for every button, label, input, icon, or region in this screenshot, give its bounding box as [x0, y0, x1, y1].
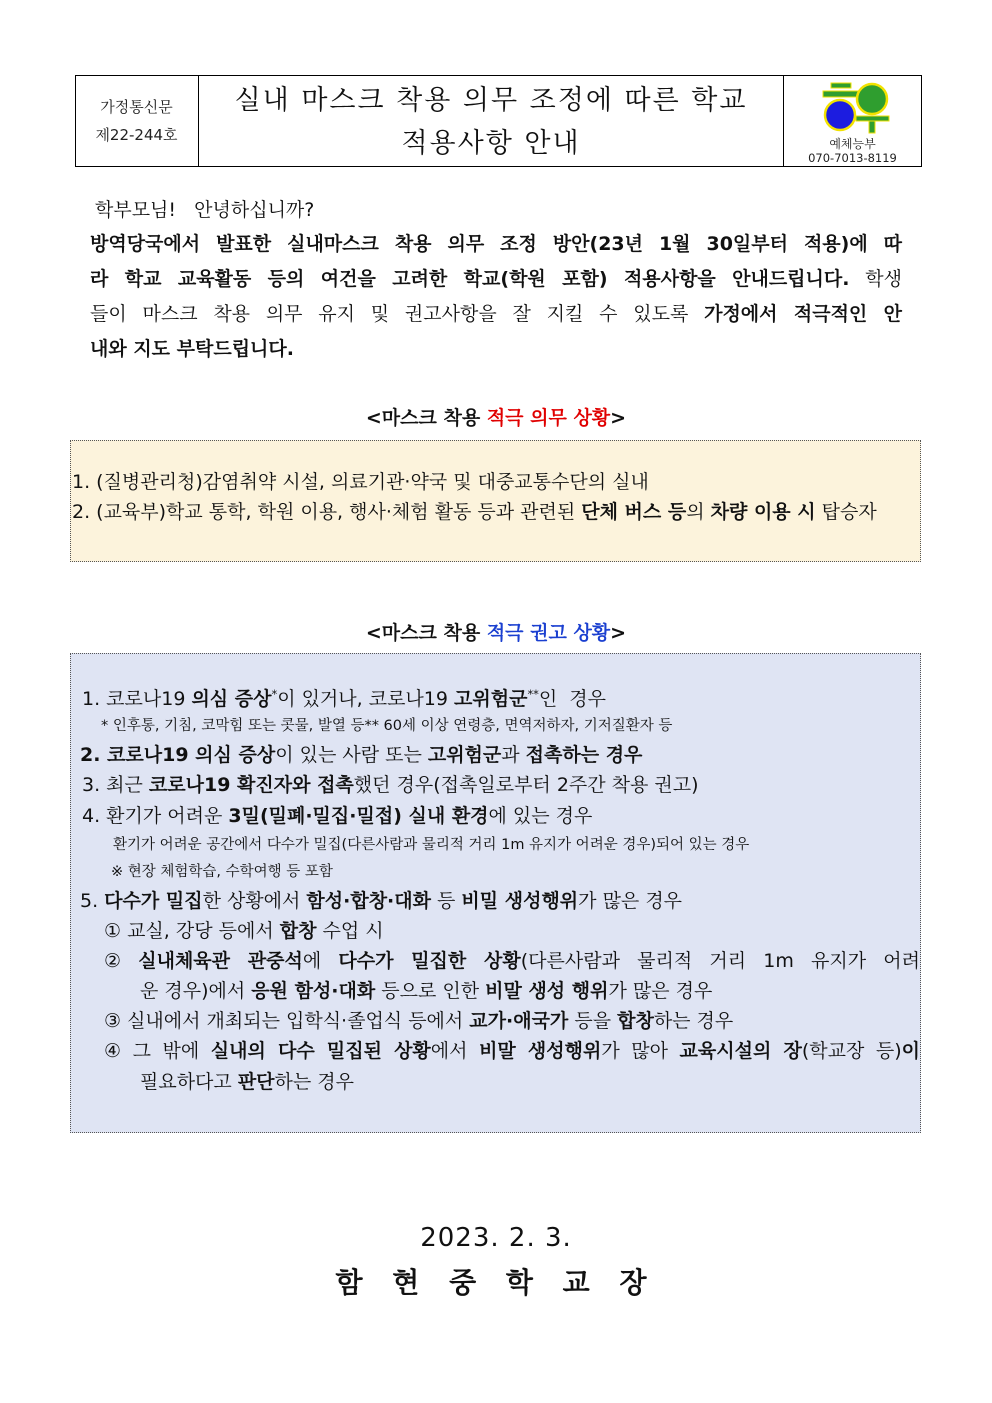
sub-list-item — [104, 946, 920, 976]
bold-text-segment: 실내의 다수 밀집된 상황 — [210, 1040, 431, 1062]
text-segment: 하는 경우 — [653, 1010, 734, 1032]
text-segment: (다른사람과 물리적 거리 1m 유지가 어려 — [520, 950, 920, 972]
text-segment: 수업 시 — [316, 920, 384, 942]
text-segment: 1. (질병관리청)감염취약 시설, 의료기관·약국 및 대중교통수단의 실내 — [72, 471, 649, 493]
bold-text-segment: 합창 — [279, 920, 317, 942]
bold-text-segment: 차량 이용 시 — [710, 501, 816, 523]
sub-list-item — [104, 1006, 854, 1036]
doc-number-label: 제22-244호 — [95, 126, 178, 144]
highlight-text-segment: 적극 의무 상황 — [486, 407, 611, 429]
list-item — [82, 801, 692, 831]
text-segment: ③ 실내에서 개최되는 입학식·졸업식 등에서 — [104, 1010, 470, 1032]
list-item — [72, 497, 918, 527]
bold-text-segment: 고위험군 — [427, 744, 502, 766]
intro-line — [90, 297, 902, 332]
bold-text-segment: 단체 버스 등 — [581, 501, 687, 523]
bold-text-segment: 2. 코로나19 의심 증상 — [80, 744, 276, 766]
greeting: 학부모님! 안녕하십니까? — [95, 199, 315, 221]
bold-text-segment: 비밀 생성행위 — [461, 890, 579, 912]
intro-line — [90, 227, 902, 262]
bold-text-segment: 코로나19 확진자와 접촉 — [148, 774, 354, 796]
list-item — [80, 886, 800, 916]
bold-text-segment: 비말 생성 행위 — [485, 980, 609, 1002]
header-table — [75, 75, 922, 167]
recommended-situations-box — [70, 653, 921, 1133]
highlight-text-segment: 적극 권고 상황 — [486, 622, 611, 644]
text-segment: (학교장 등) — [801, 1040, 902, 1062]
doc-info-cell — [76, 76, 199, 166]
bold-text-segment: 가정에서 적극적인 안 — [704, 303, 902, 325]
text-segment: 이 있는 사람 또는 — [275, 744, 428, 766]
text-segment: ④ 그 밖에 — [104, 1040, 211, 1062]
text-segment: ※ 현장 체험학습, 수학여행 등 포함 — [111, 864, 333, 880]
text-segment: 한 상황에서 — [202, 890, 307, 912]
bold-text-segment: 교육시설의 장 — [679, 1040, 802, 1062]
principal-signature: 함 현 중 학 교 장 — [335, 1266, 657, 1299]
sub-note — [111, 861, 411, 883]
bold-text-segment: <마스크 착용 — [365, 407, 487, 429]
text-segment: * — [271, 687, 278, 701]
text-segment: 하는 경우 — [274, 1071, 354, 1093]
text-segment: 3. 최근 — [82, 774, 149, 796]
bold-text-segment: 내와 지도 부탁드립니다. — [90, 338, 294, 360]
bold-text-segment: 3밀(밀폐·밀집·밀접) 실내 환경 — [228, 805, 489, 827]
school-logo-icon — [818, 82, 890, 134]
sub-list-item-continued — [140, 1067, 410, 1097]
bold-text-segment: 비말 생성행위 — [479, 1040, 602, 1062]
text-segment: 에 — [302, 950, 339, 972]
bold-text-segment: > — [610, 622, 627, 644]
bold-text-segment: 다수가 밀집한 상황 — [338, 950, 521, 972]
bold-text-segment: 판단 — [237, 1071, 275, 1093]
department-cell — [783, 76, 920, 166]
list-item — [82, 679, 692, 714]
text-segment: * 인후통, 기침, 코막힘 또는 콧물, 발열 등** 60세 이상 연령층, 면역저하자, 기저질환자 등 — [101, 718, 673, 734]
department-label: 예체능부 — [829, 137, 876, 151]
text-segment: 에서 — [430, 1040, 480, 1062]
text-segment: 등으로 인한 — [375, 980, 486, 1002]
text-segment: 등을 — [568, 1010, 618, 1032]
text-segment: 인 경우 — [538, 687, 606, 710]
text-segment: 가 많은 경우 — [578, 890, 683, 912]
bold-text-segment: 함성·합창·대화 — [306, 890, 431, 912]
bold-text-segment: > — [610, 407, 627, 429]
bold-text-segment: 응원 함성·대화 — [251, 980, 376, 1002]
bold-text-segment: 고위험군 — [454, 687, 528, 710]
sub-list-item — [104, 1036, 920, 1066]
text-segment: 가 많은 경우 — [608, 980, 713, 1002]
mandatory-section-heading — [0, 404, 992, 432]
text-segment: ② — [104, 950, 139, 972]
text-segment: ** — [527, 687, 539, 701]
sub-note — [113, 834, 873, 856]
recommended-section-heading — [0, 619, 992, 647]
text-segment: 1. 코로나19 — [82, 687, 192, 710]
text-segment: 2. (교육부)학교 통학, 학원 이용, 행사·체험 활동 등과 관련된 — [72, 501, 582, 523]
title-cell — [199, 76, 783, 166]
bold-text-segment: 실내체육관 관중석 — [138, 950, 303, 972]
page-title-line2: 적용사항 안내 — [401, 128, 581, 159]
bold-text-segment: 다수가 밀집 — [104, 890, 203, 912]
list-item — [82, 770, 782, 800]
text-segment: 5. — [80, 890, 105, 912]
mandatory-situations-box — [70, 440, 921, 562]
bold-text-segment: <마스크 착용 — [365, 622, 487, 644]
text-segment: ① 교실, 강당 등에서 — [104, 920, 280, 942]
sub-list-item — [104, 916, 474, 946]
footnote — [101, 715, 716, 737]
text-segment: 과 — [501, 744, 526, 766]
bold-text-segment: 라 학교 교육활동 등의 여건을 고려한 학교(학원 포함) 적용사항을 안내드립니다. — [90, 268, 850, 290]
text-segment: 이 있거나, 코로나19 — [277, 687, 455, 710]
text-segment: 학생 — [849, 268, 902, 290]
sub-list-item-continued — [140, 976, 830, 1006]
bold-text-segment: 합창 — [617, 1010, 654, 1032]
text-segment: 등 — [430, 890, 462, 912]
page-title-line1: 실내 마스크 착용 의무 조정에 따른 학교 — [234, 85, 748, 116]
text-segment: 들이 마스크 착용 의무 유지 및 권고사항을 잘 지킬 수 있도록 — [90, 303, 705, 325]
text-segment: 에 있는 경우 — [488, 805, 593, 827]
text-segment: 의 — [686, 501, 711, 523]
bold-text-segment: 이 — [901, 1040, 920, 1062]
text-segment: 환기가 어려운 공간에서 다수가 밀집(다른사람과 물리적 거리 1m 유지가 어려운 경우)되어 있는 경우 — [113, 837, 750, 853]
phone-number: 070-7013-8119 — [808, 151, 897, 165]
text-segment: 필요하다고 — [140, 1071, 238, 1093]
bold-text-segment: 방역당국에서 발표한 실내마스크 착용 의무 조정 방안(23년 1월 30일부터 적용)에 따 — [90, 233, 902, 255]
bold-text-segment: 의심 증상 — [191, 687, 272, 710]
intro-line — [90, 262, 902, 297]
doc-type-label: 가정통신문 — [100, 98, 173, 116]
bold-text-segment: 접촉하는 경우 — [525, 744, 643, 766]
text-segment: 4. 환기가 어려운 — [82, 805, 229, 827]
text-segment: 했던 경우(접촉일로부터 2주간 착용 권고) — [353, 774, 699, 796]
list-item — [80, 740, 740, 770]
text-segment: 가 많아 — [601, 1040, 680, 1062]
intro-line — [90, 332, 410, 367]
bold-text-segment: 교가·애국가 — [469, 1010, 569, 1032]
issue-date: 2023. 2. 3. — [420, 1223, 572, 1253]
text-segment: 탑승자 — [815, 501, 877, 523]
text-segment: 운 경우)에서 — [140, 980, 252, 1002]
list-item — [72, 467, 802, 497]
